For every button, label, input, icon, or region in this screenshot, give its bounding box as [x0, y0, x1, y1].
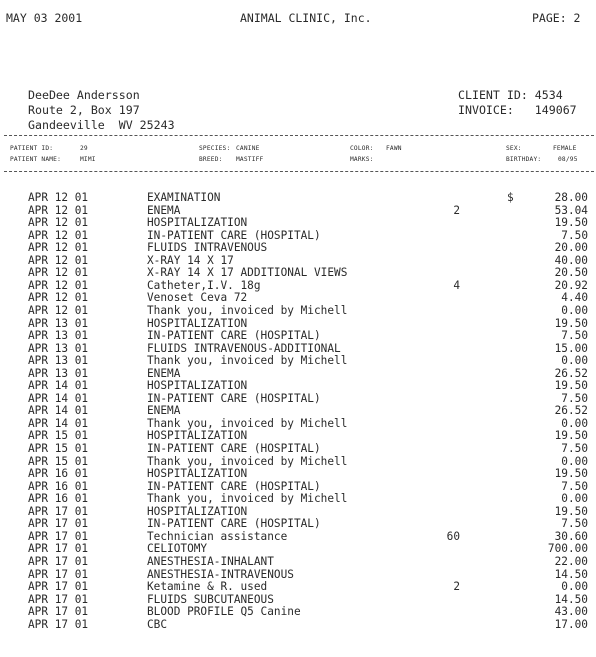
- line-item: [0, 405, 596, 418]
- line-item-amount: 0.00: [561, 454, 588, 468]
- line-item-description: HOSPITALIZATION: [147, 216, 248, 230]
- line-item-date: APR 15 01: [28, 454, 89, 468]
- line-item-description: Thank you, invoiced by Michell: [147, 354, 348, 368]
- line-item-amount: 53.04: [554, 203, 588, 217]
- client-address-line1: Route 2, Box 197: [28, 103, 140, 117]
- patient-id-label: PATIENT ID:: [10, 145, 54, 152]
- line-item-amount: 19.50: [554, 316, 588, 330]
- line-item-amount: 26.52: [554, 404, 588, 418]
- line-item-amount: 0.00: [561, 416, 588, 430]
- line-item: [0, 305, 596, 318]
- line-item: [0, 192, 596, 205]
- line-item-description: IN-PATIENT CARE (HOSPITAL): [147, 479, 321, 493]
- line-item-quantity: 60: [446, 529, 460, 543]
- line-item-date: APR 17 01: [28, 617, 89, 631]
- line-item-date: APR 14 01: [28, 404, 89, 418]
- line-item-amount: 19.50: [554, 379, 588, 393]
- line-item-amount: 7.50: [561, 517, 588, 531]
- line-item-date: APR 17 01: [28, 580, 89, 594]
- line-item-amount: 20.50: [554, 266, 588, 280]
- line-item-description: X-RAY 14 X 17 ADDITIONAL VIEWS: [147, 266, 348, 280]
- line-item-amount: 19.50: [554, 467, 588, 481]
- line-item-amount: 7.50: [561, 391, 588, 405]
- line-item-amount: 7.50: [561, 442, 588, 455]
- line-item: [0, 380, 596, 393]
- line-item-date: APR 12 01: [28, 253, 89, 267]
- line-item-date: APR 12 01: [28, 278, 89, 292]
- line-item-date: APR 12 01: [28, 228, 89, 242]
- line-item-description: ANESTHESIA-INTRAVENOUS: [147, 567, 294, 581]
- line-item-description: FLUIDS SUBCUTANEOUS: [147, 592, 274, 606]
- line-item-date: APR 15 01: [28, 429, 89, 443]
- patient-id-value: 29: [80, 145, 88, 152]
- line-item-date: APR 12 01: [28, 203, 89, 217]
- line-item-amount: 20.92: [554, 278, 588, 292]
- breed-value: MASTIFF: [236, 156, 264, 163]
- birthday-label: BIRTHDAY:: [506, 156, 542, 163]
- line-item: [0, 205, 596, 218]
- line-item-date: APR 12 01: [28, 216, 89, 230]
- line-item-date: APR 12 01: [28, 291, 89, 305]
- divider-bottom: [4, 171, 594, 172]
- line-item-date: APR 17 01: [28, 529, 89, 543]
- color-label: COLOR:: [350, 145, 374, 152]
- line-item-date: APR 17 01: [28, 504, 89, 518]
- line-item: [0, 581, 596, 594]
- line-item-date: APR 16 01: [28, 467, 89, 481]
- line-item-amount: 7.50: [561, 479, 588, 493]
- line-item: [0, 518, 596, 531]
- divider-top: [4, 135, 594, 136]
- line-item: [0, 493, 596, 506]
- line-item: [0, 543, 596, 556]
- line-item-description: ENEMA: [147, 203, 181, 217]
- line-item: [0, 368, 596, 381]
- line-item-amount: 26.52: [554, 366, 588, 380]
- line-item-description: HOSPITALIZATION: [147, 504, 248, 518]
- line-item: [0, 456, 596, 469]
- line-item-description: Ketamine & R. used: [147, 580, 268, 594]
- invoice-number: INVOICE: 149067: [458, 103, 577, 117]
- line-item-date: APR 17 01: [28, 517, 89, 531]
- line-item-date: APR 17 01: [28, 567, 89, 581]
- line-item-amount: 17.00: [554, 617, 588, 631]
- line-item: [0, 267, 596, 280]
- line-item-amount: 20.00: [554, 241, 588, 255]
- line-item-amount: 43.00: [554, 605, 588, 619]
- line-item-description: IN-PATIENT CARE (HOSPITAL): [147, 329, 321, 343]
- line-item: [0, 355, 596, 368]
- line-item: [0, 569, 596, 582]
- line-item: [0, 418, 596, 431]
- line-item-amount: 40.00: [554, 253, 588, 267]
- line-item-description: HOSPITALIZATION: [147, 429, 248, 443]
- line-item-amount: 30.60: [554, 529, 588, 543]
- line-item-description: EXAMINATION: [147, 191, 221, 204]
- line-item-description: FLUIDS INTRAVENOUS: [147, 241, 268, 255]
- birthday-value: 08/95: [558, 156, 578, 163]
- line-item-description: Thank you, invoiced by Michell: [147, 492, 348, 506]
- line-item-date: APR 12 01: [28, 191, 89, 204]
- line-item-quantity: 2: [453, 203, 460, 217]
- line-item: [0, 330, 596, 343]
- line-item-date: APR 17 01: [28, 605, 89, 619]
- line-item: [0, 531, 596, 544]
- line-item: [0, 556, 596, 569]
- line-item-description: CBC: [147, 617, 168, 631]
- client-address-line2: Gandeeville WV 25243: [28, 118, 175, 132]
- line-item-description: IN-PATIENT CARE (HOSPITAL): [147, 391, 321, 405]
- line-item: [0, 468, 596, 481]
- line-item-description: HOSPITALIZATION: [147, 316, 248, 330]
- patient-name-value: MIMI: [80, 156, 96, 163]
- line-item: [0, 606, 596, 619]
- client-name: DeeDee Andersson: [28, 88, 140, 102]
- line-item-date: APR 16 01: [28, 492, 89, 506]
- line-item-date: APR 13 01: [28, 316, 89, 330]
- line-item-date: APR 13 01: [28, 329, 89, 343]
- line-item: [0, 217, 596, 230]
- line-item-description: ENEMA: [147, 404, 181, 418]
- line-item-amount: 0.00: [561, 354, 588, 368]
- print-date: MAY 03 2001: [6, 11, 83, 25]
- line-item: [0, 280, 596, 293]
- line-item-description: HOSPITALIZATION: [147, 467, 248, 481]
- client-id: CLIENT ID: 4534: [458, 88, 563, 102]
- line-item-amount: 22.00: [554, 554, 588, 568]
- line-item-description: ANESTHESIA-INHALANT: [147, 554, 274, 568]
- line-item-description: X-RAY 14 X 17: [147, 253, 234, 267]
- line-item-date: APR 17 01: [28, 542, 89, 556]
- line-item-amount: 0.00: [561, 580, 588, 594]
- line-item-amount: 0.00: [561, 303, 588, 317]
- line-item-amount: 19.50: [554, 429, 588, 443]
- line-item-description: Technician assistance: [147, 529, 288, 543]
- marks-label: MARKS:: [350, 156, 374, 163]
- line-item-description: Thank you, invoiced by Michell: [147, 454, 348, 468]
- line-item-date: APR 14 01: [28, 379, 89, 393]
- line-item-amount: 14.50: [554, 567, 588, 581]
- line-item-description: Venoset Ceva 72: [147, 291, 248, 305]
- line-item-amount: 14.50: [554, 592, 588, 606]
- currency-symbol: $: [507, 191, 514, 204]
- line-item-date: APR 13 01: [28, 341, 89, 355]
- line-item: [0, 242, 596, 255]
- line-item-amount: 4.40: [561, 291, 588, 305]
- line-item: [0, 443, 596, 456]
- line-item-description: HOSPITALIZATION: [147, 379, 248, 393]
- line-item-amount: 15.00: [554, 341, 588, 355]
- line-item-date: APR 15 01: [28, 442, 89, 455]
- line-item-amount: 19.50: [554, 216, 588, 230]
- line-item-description: IN-PATIENT CARE (HOSPITAL): [147, 228, 321, 242]
- line-item: [0, 230, 596, 243]
- line-item-date: APR 14 01: [28, 416, 89, 430]
- species-value: CANINE: [236, 145, 260, 152]
- line-item-date: APR 14 01: [28, 391, 89, 405]
- line-item-date: APR 12 01: [28, 266, 89, 280]
- page-number: PAGE: 2: [532, 11, 581, 25]
- line-item-amount: 0.00: [561, 492, 588, 506]
- line-item-quantity: 2: [453, 580, 460, 594]
- line-item-description: BLOOD PROFILE Q5 Canine: [147, 605, 301, 619]
- line-item-amount: 700.00: [547, 542, 588, 556]
- line-item-description: Thank you, invoiced by Michell: [147, 416, 348, 430]
- line-item-date: APR 13 01: [28, 366, 89, 380]
- line-item-date: APR 12 01: [28, 241, 89, 255]
- line-item-date: APR 12 01: [28, 303, 89, 317]
- sex-value: FEMALE: [553, 145, 577, 152]
- line-item: [0, 393, 596, 406]
- line-item-date: APR 13 01: [28, 354, 89, 368]
- line-item-description: Catheter,I.V. 18g: [147, 278, 261, 292]
- line-item-date: APR 16 01: [28, 479, 89, 493]
- color-value: FAWN: [386, 145, 402, 152]
- line-item-description: IN-PATIENT CARE (HOSPITAL): [147, 442, 321, 455]
- line-item: [0, 619, 596, 632]
- patient-name-label: PATIENT NAME:: [10, 156, 62, 163]
- line-item-description: IN-PATIENT CARE (HOSPITAL): [147, 517, 321, 531]
- line-item-date: APR 17 01: [28, 592, 89, 606]
- line-item-quantity: 4: [453, 278, 460, 292]
- line-item-amount: 19.50: [554, 504, 588, 518]
- species-label: SPECIES:: [199, 145, 231, 152]
- line-item-description: Thank you, invoiced by Michell: [147, 303, 348, 317]
- line-item-description: CELIOTOMY: [147, 542, 208, 556]
- line-item-description: FLUIDS INTRAVENOUS-ADDITIONAL: [147, 341, 341, 355]
- line-item-description: ENEMA: [147, 366, 181, 380]
- company-name: ANIMAL CLINIC, Inc.: [240, 11, 372, 25]
- line-item-date: APR 17 01: [28, 554, 89, 568]
- sex-label: SEX:: [506, 145, 522, 152]
- line-item-amount: 7.50: [561, 329, 588, 343]
- line-item-amount: 7.50: [561, 228, 588, 242]
- breed-label: BREED:: [199, 156, 223, 163]
- line-item-amount: 28.00: [554, 191, 588, 204]
